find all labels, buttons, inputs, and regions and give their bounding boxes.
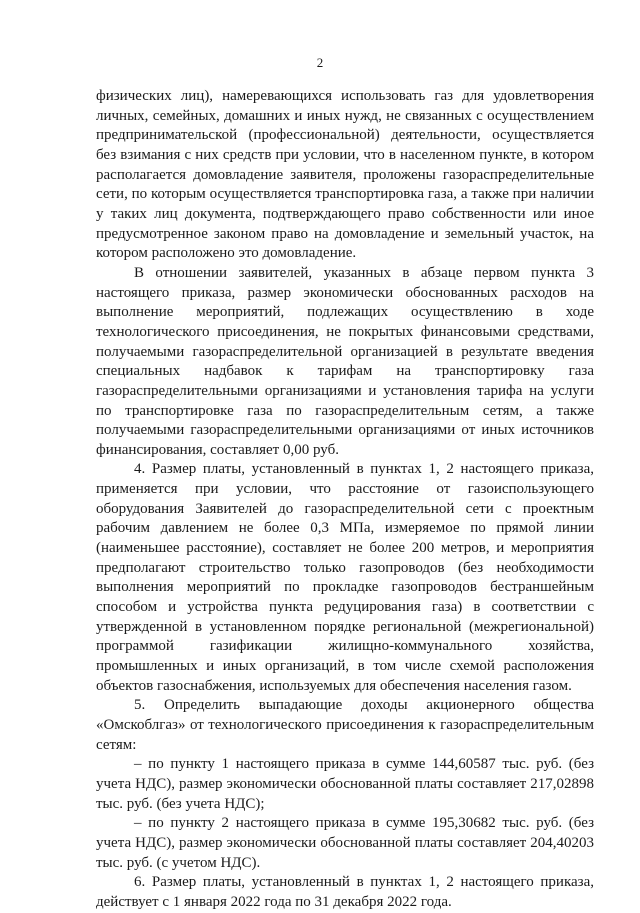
paragraph-applicants-expenses: В отношении заявителей, указанных в абзаце первом пункта 3 настоящего приказа, размер экономически обоснованных расходов на выполнение мероприятий, подлежащих осуществлению в ходе технологического присоединения, не покрытых финансовыми средствами, получаемыми газораспределительной организацией в результате введения специальных надбавок к тарифам на транспортировку газа газораспределительными организациями и установления тарифа на услуги по транспортировке газа по газораспределительным сетям, а также получаемыми газораспределительными организациями от иных источников финансирования, составляет 0,00 руб. — [96, 264, 594, 458]
paragraph-continuation: физических лиц), намеревающихся использовать газ для удовлетворения личных, семейных, домашних и иных нужд, не связанных с осуществлением предпринимательской (профессиональной) деятельности, осуществляется без взимания с них средств при условии, что в населенном пункте, в котором располагается домовладение заявителя, проложены газораспределительные сети, по которым осуществляется транспортировка газа, а также при наличии у таких лиц документа, подтверждающего право собственности или иное предусмотренное законом право на домовладение и земельный участок, на котором расположено это домовладение. — [96, 88, 594, 262]
paragraph-item-6: 6. Размер платы, установленный в пунктах 1, 2 настоящего приказа, действует с 1 января 2022 года по 31 декабря 2022 года. — [96, 874, 594, 910]
paragraph-item-5-point-1: – по пункту 1 настоящего приказа в сумме 144,60587 тыс. руб. (без учета НДС), размер экономически обоснованной платы составляет 217,02898 тыс. руб. (без учета НДС); — [96, 756, 594, 812]
paragraph-item-5: 5. Определить выпадающие доходы акционерного общества «Омскоблгаз» от технологического присоединения к газораспределительным сетям: — [96, 697, 594, 753]
page-number: 2 — [316, 55, 324, 70]
paragraph-item-5-point-2: – по пункту 2 настоящего приказа в сумме 195,30682 тыс. руб. (без учета НДС), размер экономически обоснованной платы составляет 204,40203 тыс. руб. (с учетом НДС). — [96, 815, 594, 871]
document-body — [96, 87, 594, 913]
paragraph-item-4: 4. Размер платы, установленный в пунктах 1, 2 настоящего приказа, применяется при условии, что расстояние от газоиспользующего оборудования Заявителей до газораспределительной сети с проектным рабочим давлением не более 0,3 МПа, измеряемое по прямой линии (наименьшее расстояние), составляет не более 200 метров, и мероприятия предполагают строительство только газопроводов (без необходимости выполнения мероприятий по прокладке газопроводов бестраншейным способом и устройства пункта редуцирования газа) в соответствии с утвержденной в установленном порядке региональной (межрегиональной) программой газификации жилищно-коммунального хозяйства, промышленных и иных организаций, в том числе схемой расположения объектов газоснабжения, используемых для обеспечения населения газом. — [96, 461, 594, 694]
